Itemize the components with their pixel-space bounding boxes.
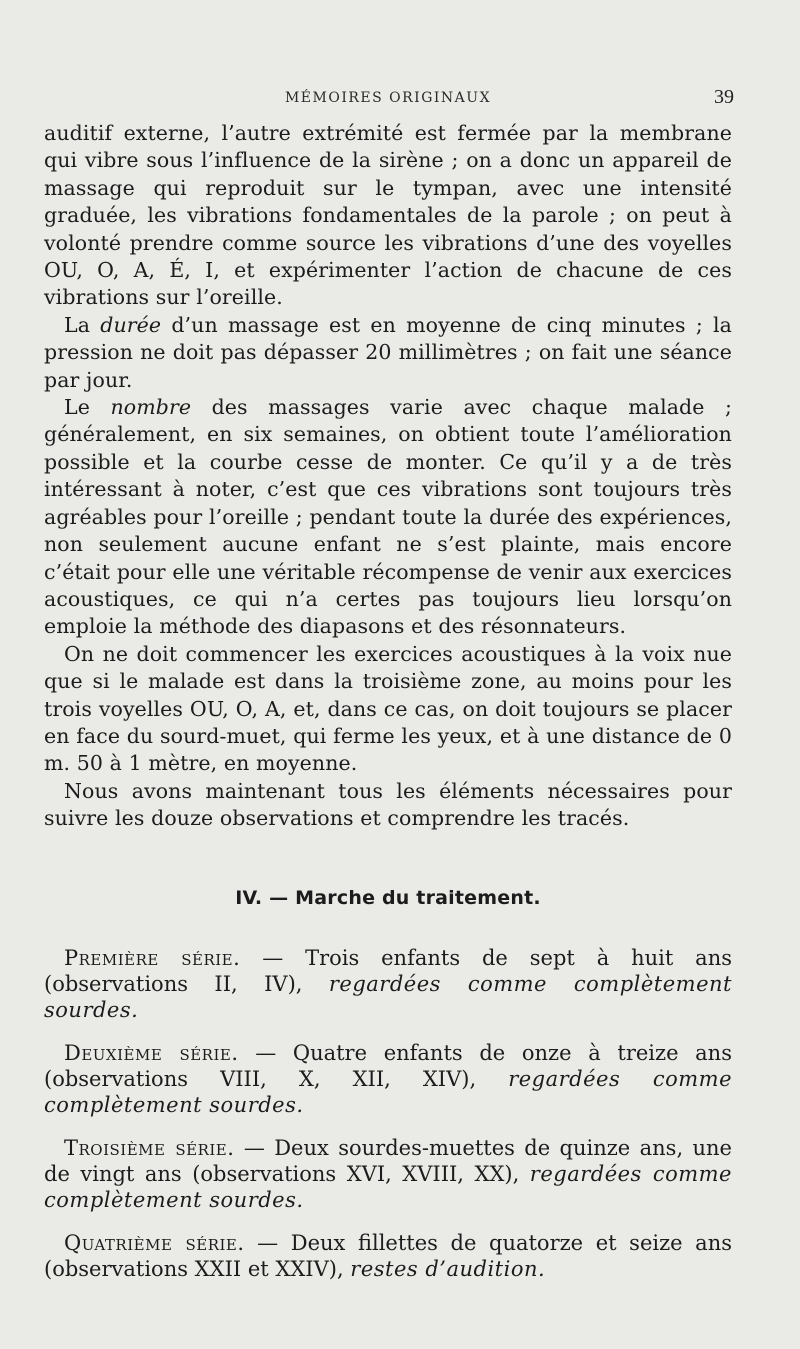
running-header — [44, 86, 732, 114]
series-description: — Deux fillettes de quatorze et seize ans (observations XXII et XXIV), — [44, 1230, 732, 1281]
paragraph-nombre-rest: des massages varie avec chaque malade ; généralement, en six semaines, on obtient toute l’amélioration possible et la courbe cesse de monter. Ce qu’il y a de très intéressant à noter, c’est que ces vibrations sont toujours très agréables pour l’oreille ; pendant toute la durée des expériences, non seulement aucune enfant ne s’est plainte, mais encore c’était pour elle une véritable récompense de venir aux exercices acoustiques, ce qui n’a certes pas toujours lieu lorsqu’on emploie la méthode des diapasons et des résonnateurs. — [44, 395, 733, 639]
running-title: MÉMOIRES ORIGINAUX — [284, 90, 492, 106]
paragraph-nombre — [44, 394, 732, 641]
paragraph-duree — [44, 312, 732, 394]
series-list — [44, 945, 732, 1282]
series-item — [44, 1135, 732, 1213]
series-description: — Trois enfants de sept à huit ans (observations II, IV), — [44, 945, 732, 996]
emphasis-duree: durée — [100, 312, 162, 337]
series-label: Deuxième série. — [64, 1040, 239, 1065]
series-emphasis: restes d’audition. — [350, 1256, 546, 1281]
series-emphasis: regardées comme complètement sourdes. — [44, 1066, 732, 1117]
series-item — [44, 1230, 732, 1282]
emphasis-nombre: nombre — [110, 395, 192, 420]
paragraph-duree-rest: d’un massage est en moyenne de cinq minutes ; la pression ne doit pas dépasser 20 millimètres ; on fait une séance par jour. — [44, 312, 733, 392]
series-label: Troisième série. — [64, 1135, 235, 1160]
body-text — [44, 120, 732, 833]
page-number: 39 — [714, 86, 734, 108]
paragraph-duree-start: La — [64, 312, 101, 337]
series-description: — Quatre enfants de onze à treize ans (observations VIII, X, XII, XIV), — [44, 1040, 732, 1091]
series-item — [44, 945, 732, 1023]
series-emphasis: regardées comme complètement sourdes. — [44, 971, 732, 1022]
paragraph-elements: Nous avons maintenant tous les éléments nécessaires pour suivre les douze observations et comprendre les tracés. — [44, 778, 732, 831]
series-description: — Deux sourdes-muettes de quinze ans, une de vingt ans (observations XVI, XVIII, XX), — [44, 1135, 732, 1186]
series-emphasis: regardées comme complètement sourdes. — [44, 1161, 732, 1212]
series-label: Première série. — [64, 945, 241, 970]
series-item — [44, 1040, 732, 1118]
paragraph-continued: auditif externe, l’autre extrémité est fermée par la membrane qui vibre sous l’influence de la sirène ; on a donc un appareil de massage qui reproduit sur le tympan, avec une intensité graduée, les vibrations fondamentales de la parole ; on peut à volonté prendre comme source les vibrations d’une des voyelles OU, O, A, É, I, et expérimenter l’action de chacune de ces vibrations sur l’oreille. — [44, 121, 732, 310]
section-heading: IV. — Marche du traitement. — [235, 886, 541, 909]
paragraph-exercices: On ne doit commencer les exercices acoustiques à la voix nue que si le malade est dans la troisième zone, au moins pour les trois voyelles OU, O, A, et, dans ce cas, on doit toujours se placer en face du sourd-muet, qui ferme les yeux, et à une distance de 0 m. 50 à 1 mètre, en moyenne. — [44, 641, 732, 776]
series-label: Quatrième série. — [64, 1230, 245, 1255]
paragraph-nombre-start: Le — [64, 395, 111, 420]
